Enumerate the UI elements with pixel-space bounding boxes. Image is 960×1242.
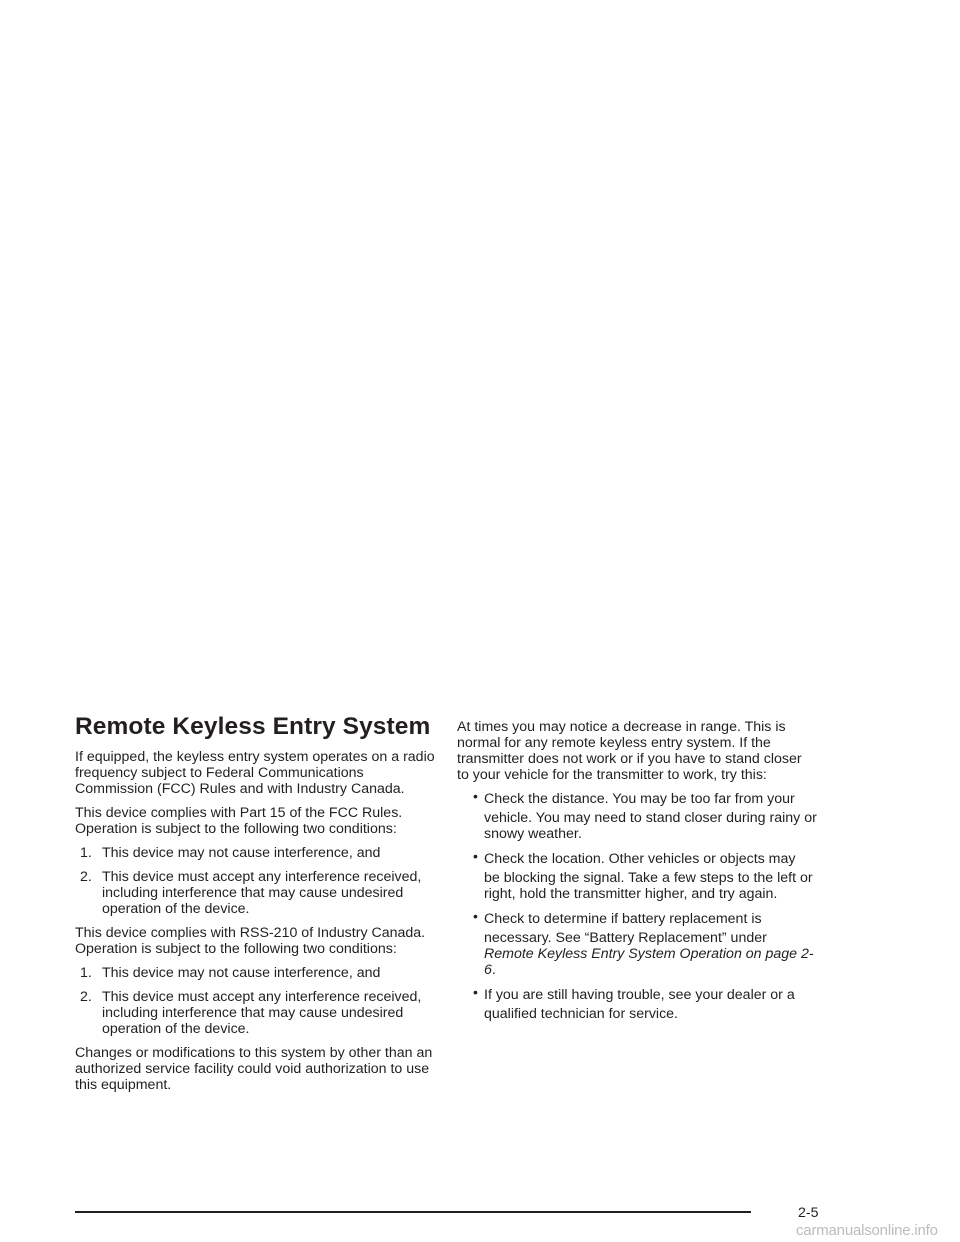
list-number: 1. [80,965,92,981]
left-column [75,712,435,1101]
list-number: 1. [80,845,92,861]
list-item [457,908,817,978]
bullet-icon: • [473,984,478,1000]
section-heading: Remote Keyless Entry System [75,713,431,740]
industry-canada-paragraph: This device complies with RSS-210 of Industry Canada. Operation is subject to the following two conditions: [75,925,426,957]
list-item [457,984,817,1022]
list-number: 2. [80,989,92,1005]
bullet-first-line: Check the distance. You may be too far from your [484,791,795,807]
intro-paragraph: If equipped, the keyless entry system operates on a radio frequency subject to Federal Communications Commission (FCC) Rules and with Industry Canada. [75,749,435,797]
fcc-conditions-list [75,845,435,917]
list-item [75,965,435,981]
bullet-first-line: If you are still having trouble, see your dealer or a [484,987,795,1003]
bullet-text: necessary. See “Battery Replacement” under [484,930,767,946]
ic-conditions-list [75,965,435,1037]
bullet-end: . [491,962,496,978]
list-item [457,788,817,842]
list-text: This device may not cause interference, and [102,965,381,981]
range-paragraph: At times you may notice a decrease in range. This is normal for any remote keyless entry system. If the transmitter does not work or if you have to stand closer to your vehicle for the transmitter to work, try this: [457,719,802,783]
bullet-text: vehicle. You may need to stand closer during rainy or snowy weather. [484,810,817,842]
list-text: This device must accept any interference received, including interference that may cause undesired operation of the device. [102,869,422,917]
list-item [75,869,435,917]
list-text: This device may not cause interference, and [102,845,381,861]
bullet-first-line: Check the location. Other vehicles or objects may [484,851,796,867]
list-number: 2. [80,869,92,885]
watermark: carmanualsonline.info [796,1222,938,1239]
bullet-icon: • [473,908,478,924]
bullet-text: qualified technician for service. [484,1006,678,1022]
list-text: This device must accept any interference received, including interference that may cause undesired operation of the device. [102,989,422,1037]
footer-rule [75,1211,751,1213]
fcc-paragraph: This device complies with Part 15 of the FCC Rules. Operation is subject to the following two conditions: [75,805,403,837]
cross-reference-link[interactable]: Remote Keyless Entry System Operation on page 2-6 [484,946,814,978]
list-item [75,989,435,1037]
bullet-icon: • [473,788,478,804]
bullet-icon: • [473,848,478,864]
page-number: 2-5 [798,1205,819,1221]
troubleshooting-list [457,788,817,1022]
list-item [457,848,817,902]
list-item [75,845,435,861]
bullet-text: be blocking the signal. Take a few steps to the left or right, hold the transmitter higher, and try again. [484,870,813,902]
modifications-paragraph: Changes or modifications to this system by other than an authorized service facility could void authorization to use this equipment. [75,1045,433,1093]
right-column [457,719,817,1031]
bullet-first-line: Check to determine if battery replacement is [484,911,762,927]
